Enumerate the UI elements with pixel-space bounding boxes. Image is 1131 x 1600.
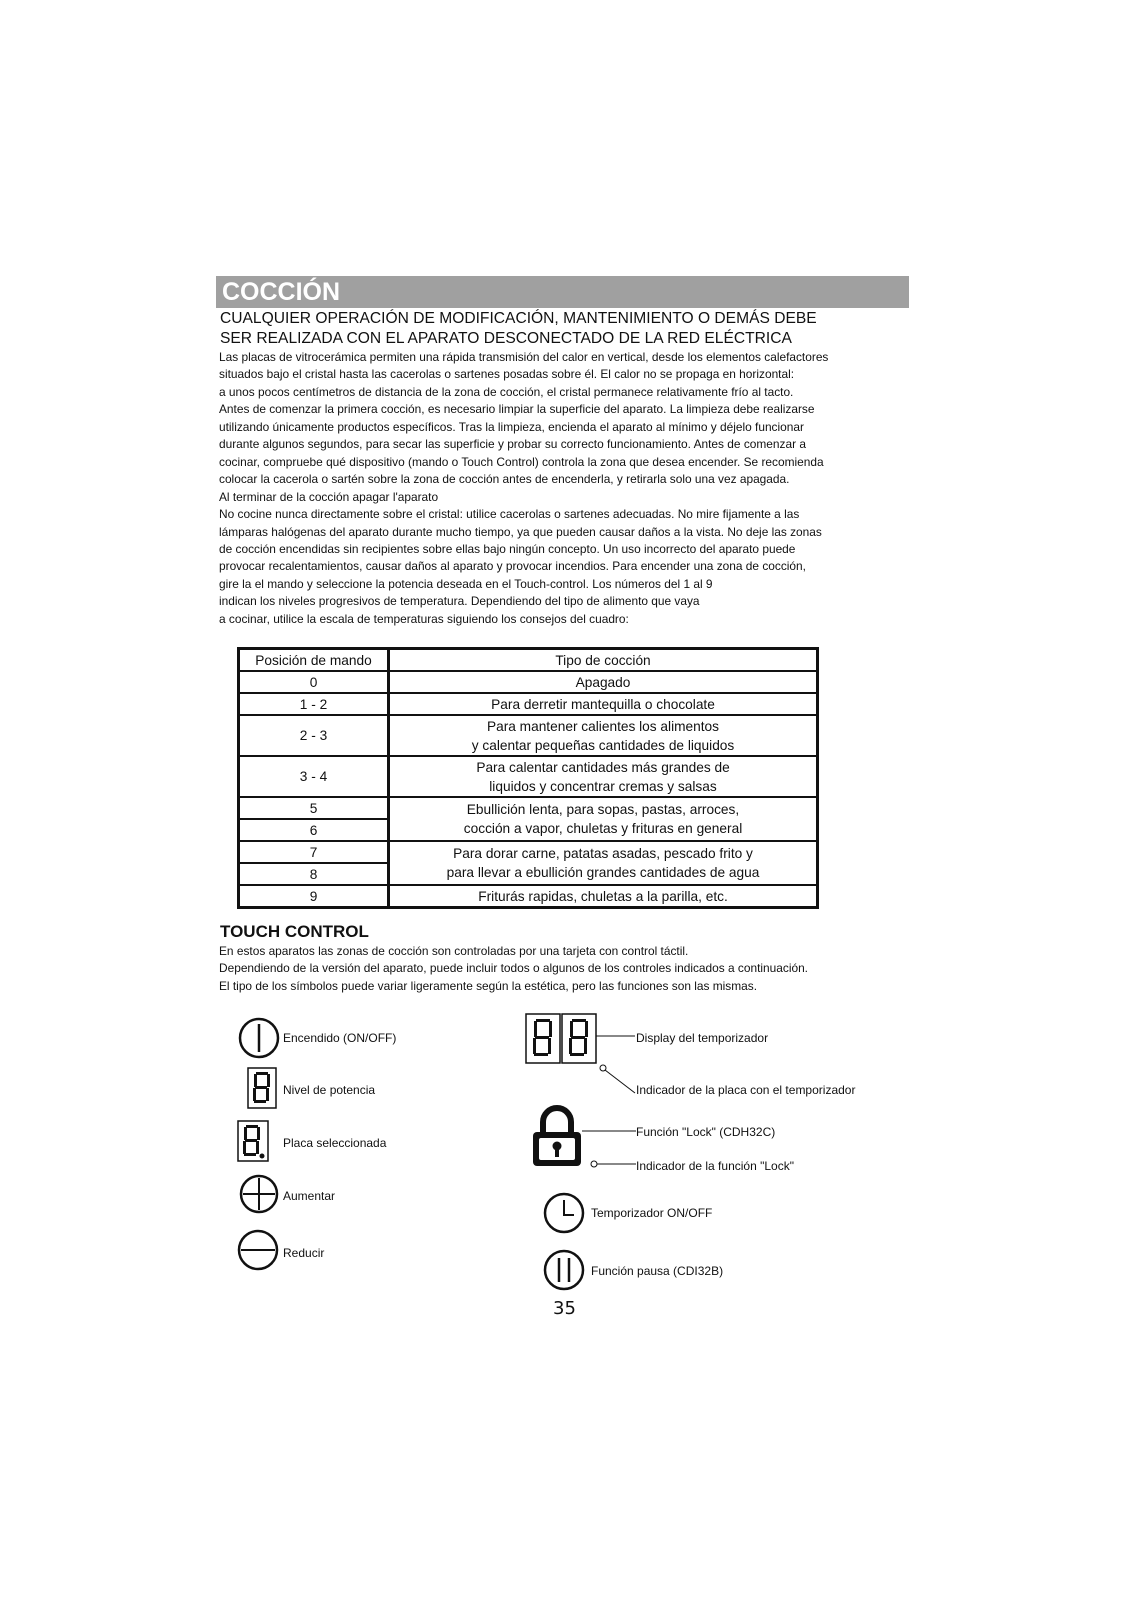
table-row [239,671,818,693]
cell-type-line: liquidos y concentrar cremas y salsas [489,778,717,794]
header-position: Posición de mando [239,649,389,672]
body-line: Al terminar de la cocción apagar l'aparato [219,489,439,504]
cooking-table [237,647,819,909]
cell-type [389,841,818,885]
table-row [239,715,818,756]
pause-icon [543,1249,585,1291]
cell-position: 7 [239,841,389,863]
cell-position: 1 - 2 [239,693,389,715]
warning-line: SER REALIZADA CON EL APARATO DESCONECTADO DE LA RED ELÉCTRICA [220,330,792,347]
table-row [239,797,818,819]
body-line: cocinar, compruebe qué dispositivo (mando o Touch Control) controla la zona que desea encender. Se recomienda [219,454,824,469]
touch-control-title: TOUCH CONTROL [220,922,369,941]
label-decrease: Reducir [283,1246,325,1260]
warning-line: CUALQUIER OPERACIÓN DE MODIFICACIÓN, MANTENIMIENTO O DEMÁS DEBE [220,310,817,327]
body-line: situados bajo el cristal hasta las cacerolas o sartenes posadas sobre él. El calor no se propaga en horizontal: [219,367,795,382]
label-pause: Función pausa (CDI32B) [591,1264,724,1278]
cell-position: 5 [239,797,389,819]
table-row [239,841,818,863]
touch-line: En estos aparatos las zonas de cocción son controladas por una tarjeta con control táctil. [219,944,689,958]
cell-type: Apagado [389,671,818,693]
minus-icon [237,1229,279,1271]
body-line: de cocción encendidas sin recipientes sobre ellas bajo ningún concepto. Un uso incorrecto del aparato puede [219,541,796,556]
label-lock: Función "Lock" (CDH32C) [636,1125,776,1139]
body-line: durante algunos segundos, para secar las superficie y probar su correcto funcionamiento. Antes de comenzar a [219,437,806,452]
double-digit-icon [525,1013,650,1095]
cell-position: 9 [239,885,389,908]
cell-type [389,756,818,797]
label-lock-indicator: Indicador de la función "Lock" [636,1159,794,1173]
cell-type-line: cocción a vapor, chuletas y frituras en general [463,821,743,836]
cell-type [389,715,818,756]
body-line: No cocine nunca directamente sobre el cristal: utilice cacerolas o sartenes adecuadas. No mire fijamente a las [219,507,800,522]
cell-type-line: Para dorar carne, patatas asadas, pescado frito y [453,846,753,861]
table-row [239,885,818,908]
body-text [219,349,919,628]
body-line: a unos pocos centímetros de distancia de la zona de cocción, el cristal permanece relativamente frío al tacto. [219,384,794,399]
touch-line: El tipo de los símbolos puede variar ligeramente según la estética, pero las funciones son las mismas. [219,978,757,993]
page-number: 35 [553,1298,576,1319]
label-selected-plate: Placa seleccionada [283,1136,387,1150]
table-header-row [239,649,818,672]
warning-text [220,309,920,349]
body-line: utilizando únicamente productos específicos. Tras la limpieza, encienda el aparato al mínimo y déjelo funcionar [219,419,804,434]
cell-position: 6 [239,819,389,841]
cell-type-line: para llevar a ebullición grandes cantidades de agua [446,865,760,880]
label-timer-on-off: Temporizador ON/OFF [591,1206,713,1220]
digit-dot-icon [237,1120,269,1162]
touch-control-text [219,943,919,995]
cell-type-line: y calentar pequeñas cantidades de liquidos [471,737,735,753]
cell-position: 3 - 4 [239,756,389,797]
section-title-bar [216,276,909,308]
cell-type [389,797,818,841]
label-on-off: Encendido (ON/OFF) [283,1031,397,1045]
cell-type-line: Ebullición lenta, para sopas, pastas, arroces, [466,802,740,817]
cell-type-line: Para calentar cantidades más grandes de [476,759,730,775]
label-increase: Aumentar [283,1189,336,1203]
label-timer-indicator: Indicador de la placa con el temporizador [636,1083,856,1097]
power-icon [238,1017,280,1059]
body-line: Las placas de vitrocerámica permiten una rápida transmisión del calor en vertical, desde los elementos calefactores [219,350,829,364]
body-line: colocar la cacerola o sartén sobre la zona de cocción antes de encenderla, y retirarla solo una vez apagada. [219,472,790,487]
header-type: Tipo de cocción [389,649,818,672]
body-line: a cocinar, utilice la escala de temperaturas siguiendo los consejos del cuadro: [219,611,629,626]
cell-position: 8 [239,863,389,885]
touch-line: Dependiendo de la versión del aparato, puede incluir todos o algunos de los controles indicados a continuación. [219,961,808,976]
plus-icon [239,1174,279,1214]
body-line: Antes de comenzar la primera cocción, es necesario limpiar la superficie del aparato. La limpieza debe realizarse [219,402,815,417]
padlock-icon [530,1105,640,1171]
label-timer-display: Display del temporizador [636,1031,769,1045]
cell-position: 0 [239,671,389,693]
table-row [239,756,818,797]
digit-icon [247,1067,277,1109]
body-line: indican los niveles progresivos de temperatura. Dependiendo del tipo de alimento que vaya [219,594,700,609]
body-line: gire la el mando y seleccione la potencia deseada en el Touch-control. Los números del 1 al 9 [219,576,713,591]
cell-position: 2 - 3 [239,715,389,756]
table-row [239,693,818,715]
clock-icon [543,1192,585,1234]
body-line: lámparas halógenas del aparato durante mucho tiempo, ya que pueden causar daños a la vista. No deje las zonas [219,524,822,539]
cell-type: Friturás rapidas, chuletas a la parilla, etc. [389,885,818,908]
cell-type-line: Para mantener calientes los alimentos [486,718,720,734]
label-power-level: Nivel de potencia [283,1083,376,1097]
cell-type: Para derretir mantequilla o chocolate [389,693,818,715]
body-line: provocar recalentamientos, causar daños al aparato y provocar incendios. Para encender una zona de cocción, [219,559,806,574]
section-title: COCCIÓN [222,278,341,306]
